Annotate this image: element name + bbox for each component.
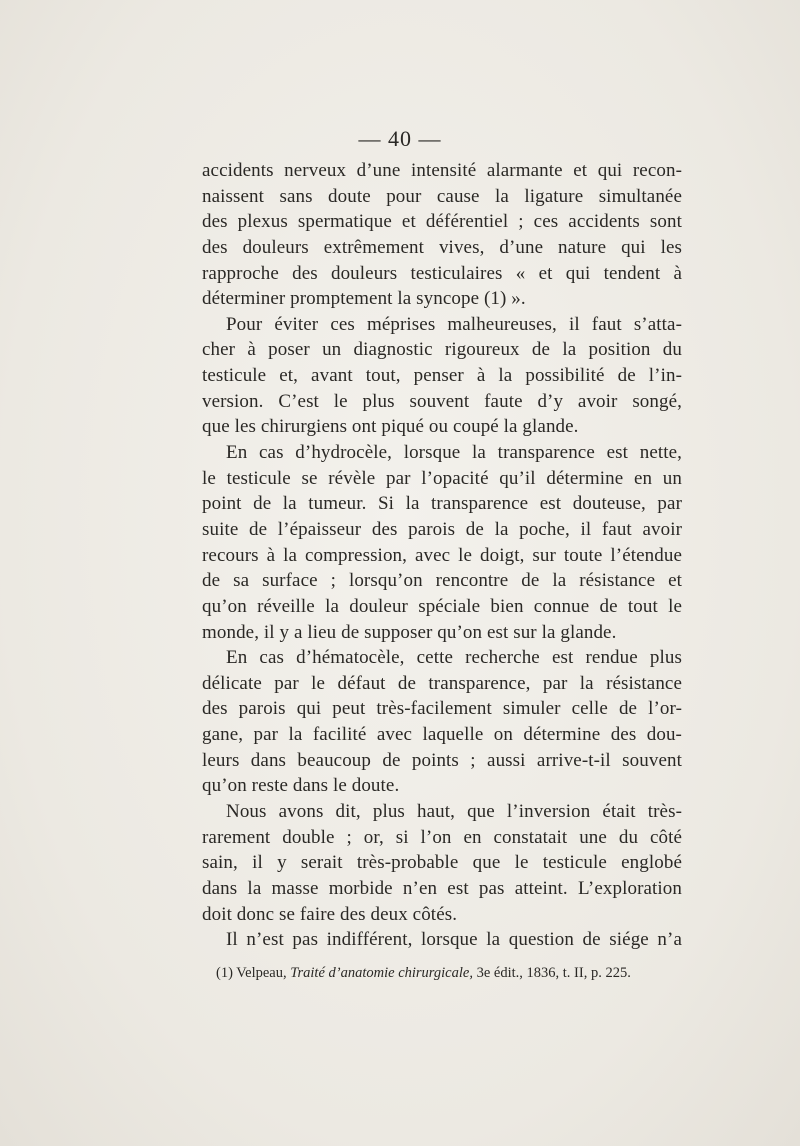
text-line: des parois qui peut très-facilement simuler celle de l’or- <box>202 698 682 720</box>
text-line: le testicule se révèle par l’opacité qu’il détermine en un <box>202 467 682 489</box>
text-line: des plexus spermatique et déférentiel ; ces accidents sont <box>202 211 682 233</box>
footnote-details: 3e édit., 1836, t. II, p. 225. <box>476 965 631 981</box>
text-line: que les chirurgiens ont piqué ou coupé la glande. <box>202 416 579 438</box>
text-line: naissent sans doute pour cause la ligature simultanée <box>202 185 682 207</box>
text-line: leurs dans beaucoup de points ; aussi arrive-t-il souvent <box>202 749 682 771</box>
text-line: testicule et, avant tout, penser à la possibilité de l’in- <box>202 365 682 387</box>
text-line: monde, il y a lieu de supposer qu’on est sur la glande. <box>202 621 617 643</box>
page-number: — 40 — <box>358 126 442 151</box>
text-line: version. C’est le plus souvent faute d’y avoir songé, <box>202 390 682 412</box>
text-line: Pour éviter ces méprises malheureuses, il faut s’atta- <box>226 313 682 335</box>
text-line: accidents nerveux d’une intensité alarmante et qui recon- <box>202 160 682 181</box>
text-line: suite de l’épaisseur des parois de la poche, il faut avoir <box>202 518 682 540</box>
text-line: recours à la compression, avec le doigt, sur toute l’étendue <box>202 544 682 566</box>
text-line: dans la masse morbide n’en est pas atteint. L’exploration <box>202 877 682 899</box>
text-line: qu’on reste dans le doute. <box>202 775 400 797</box>
footnote-marker: (1) <box>216 965 233 981</box>
text-line: gane, par la facilité avec laquelle on détermine des dou- <box>202 724 682 746</box>
text-line: cher à poser un diagnostic rigoureux de la position du <box>202 339 682 361</box>
text-line: rarement double ; or, si l’on en constatait une du côté <box>202 826 682 848</box>
footnote-author: Velpeau, <box>236 965 287 981</box>
text-line: rapproche des douleurs testiculaires « et qui tendent à <box>202 262 682 284</box>
text-line: Il n’est pas indifférent, lorsque la question de siége n’a <box>226 929 682 951</box>
text-line: de sa surface ; lorsqu’on rencontre de la résistance et <box>202 570 682 592</box>
footnote-title: Traité d’anatomie chirurgicale, <box>290 965 473 981</box>
text-line: Nous avons dit, plus haut, que l’inversion était très- <box>226 801 682 823</box>
text-line: point de la tumeur. Si la transparence est douteuse, par <box>202 493 682 515</box>
text-line: En cas d’hydrocèle, lorsque la transparence est nette, <box>226 442 682 464</box>
text-line: qu’on réveille la douleur spéciale bien connue de tout le <box>202 595 682 617</box>
body-text <box>202 158 682 953</box>
text-line: doit donc se faire des deux côtés. <box>202 903 458 925</box>
text-line: délicate par le défaut de transparence, par la résistance <box>202 672 682 694</box>
text-line: déterminer promptement la syncope (1) ». <box>202 288 526 310</box>
text-line: En cas d’hématocèle, cette recherche est rendue plus <box>226 647 682 669</box>
text-line: sain, il y serait très-probable que le testicule englobé <box>202 852 682 874</box>
footnote <box>216 962 686 984</box>
text-line: des douleurs extrêmement vives, d’une nature qui les <box>202 236 682 258</box>
